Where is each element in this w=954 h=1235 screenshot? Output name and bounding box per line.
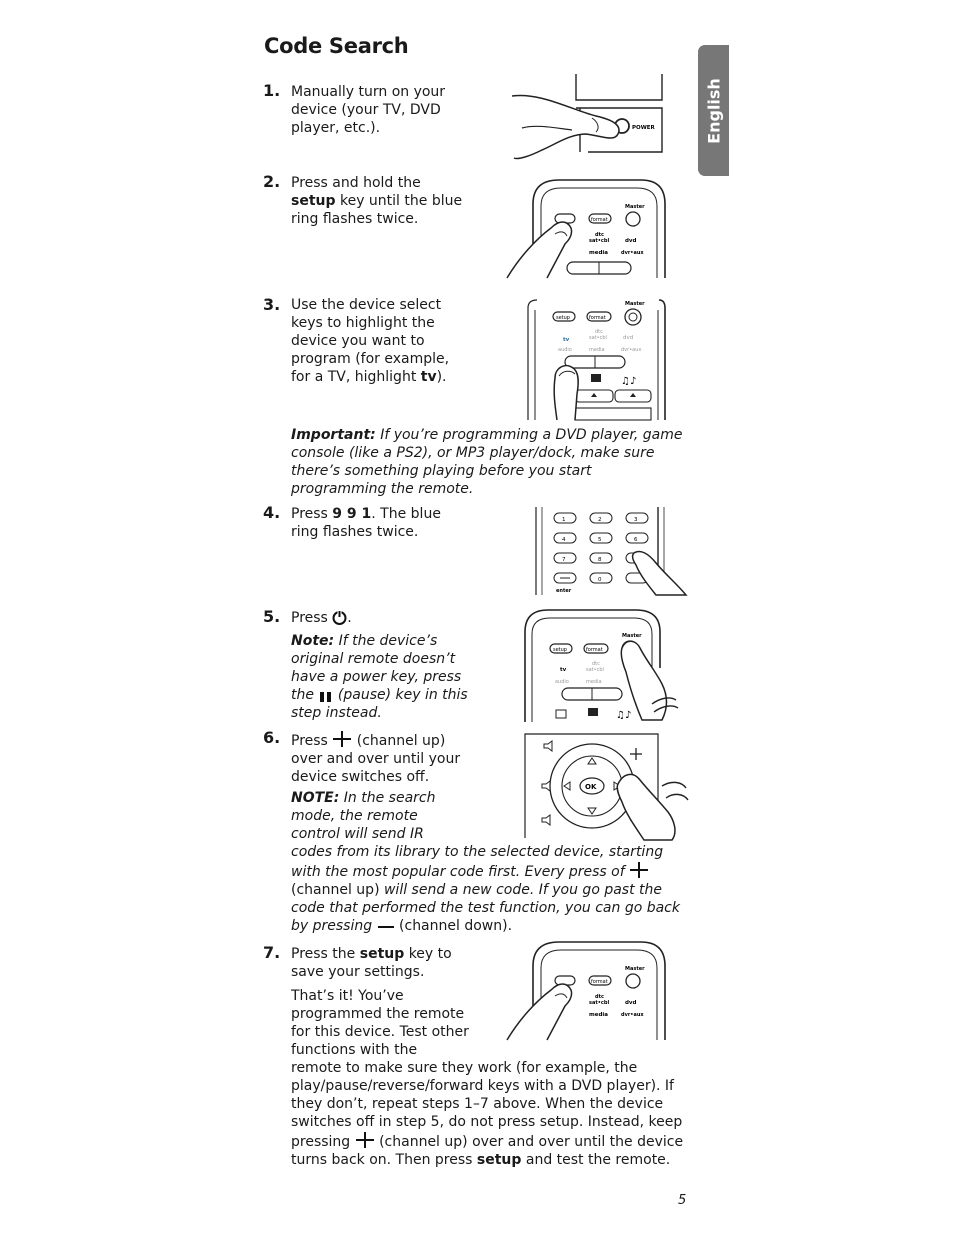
svg-text:8: 8 [598, 557, 602, 563]
svg-text:format: format [591, 217, 608, 223]
svg-text:Master: Master [622, 633, 642, 639]
page-title: Code Search [264, 34, 409, 58]
step-6-text: Press (channel up) over and over until your device switches off. [291, 730, 471, 786]
svg-text:4: 4 [562, 537, 566, 543]
svg-text:audio: audio [555, 679, 569, 685]
svg-text:dvd: dvd [625, 238, 637, 244]
step-6-number: 6. [263, 728, 281, 747]
svg-text:1: 1 [562, 517, 566, 523]
step-7-number: 7. [263, 943, 281, 962]
svg-text:dtc: dtc [592, 661, 600, 667]
svg-text:sat•cbl: sat•cbl [589, 335, 607, 341]
remote-keypad-illustration [532, 505, 692, 597]
svg-text:3: 3 [634, 517, 638, 523]
svg-text:dvd: dvd [623, 335, 634, 341]
svg-text:audio: audio [558, 347, 572, 353]
svg-text:enter: enter [556, 588, 572, 594]
svg-text:dtc: dtc [595, 232, 604, 238]
channel-up-icon-inline [629, 861, 649, 879]
power-icon [332, 610, 347, 625]
svg-text:media: media [586, 679, 602, 685]
svg-text:0: 0 [598, 577, 602, 583]
step-6-note-text: NOTE: In the search mode, the remote control will send IR codes from its library to the selected device, starting with the most popular code first. Every press of (channel up) will send a new code. If you go past the code that performed the test function, you can go back by pressing (channel down). [291, 790, 680, 934]
svg-text:sat•cbl: sat•cbl [586, 667, 604, 673]
step-3-number: 3. [263, 295, 281, 314]
svg-text:format: format [591, 979, 608, 985]
power-label: POWER [632, 125, 655, 131]
step-7-text: Press the setup key to save your settings. [291, 946, 452, 980]
svg-text:setup: setup [553, 647, 567, 653]
pause-icon [318, 690, 333, 702]
step-3-important-note: Important: If you’re programming a DVD player, game console (like a PS2), or MP3 player/dock, make sure there’s something playing before you start programming the remote. [291, 427, 683, 497]
step-5-number: 5. [263, 607, 281, 626]
svg-text:tv: tv [560, 667, 567, 673]
step-2-number: 2. [263, 172, 281, 191]
svg-text:dtc: dtc [595, 994, 604, 1000]
step-5-text: Press . [291, 610, 352, 626]
svg-text:Master: Master [625, 301, 645, 307]
svg-text:Master: Master [625, 966, 645, 972]
svg-text:sat•cbl: sat•cbl [589, 238, 610, 244]
svg-text:media: media [589, 347, 605, 353]
svg-text:media: media [589, 250, 608, 256]
svg-text:Master: Master [625, 204, 645, 210]
step-4-text: Press 9 9 1. The blue ring flashes twice. [291, 506, 441, 540]
step-7-conclusion: That’s it! You’ve programmed the remote for this device. Test other functions with the remote to make sure they work (for example, the play/pause/reverse/forward keys with a DVD player). If they don’t, repeat steps 1–7 above. When the device switches off in step 5, do not press setup. Instead, keep pressing (channel up) over and over until the device turns back on. Then press setup and test the remote. [291, 987, 691, 1169]
svg-text:♫♪: ♫♪ [616, 710, 632, 721]
svg-text:5: 5 [598, 537, 602, 543]
svg-text:media: media [589, 1012, 608, 1018]
channel-up-icon-conclusion [355, 1131, 375, 1149]
svg-text:sat•cbl: sat•cbl [589, 1000, 610, 1006]
step-2-text: Press and hold the setup key until the blue ring flashes twice. [291, 175, 463, 227]
svg-text:setup: setup [556, 315, 570, 321]
remote-tv-select-illustration [525, 298, 670, 422]
step-1-number: 1. [263, 81, 281, 100]
language-tab-label: English [704, 77, 723, 144]
svg-text:tv: tv [563, 337, 570, 343]
svg-text:6: 6 [634, 537, 638, 543]
step-7-float-spacer [469, 987, 691, 1059]
svg-text:dtc: dtc [595, 329, 603, 335]
tv-power-button-illustration [510, 72, 670, 164]
language-tab [698, 45, 729, 176]
svg-text:OK: OK [585, 783, 597, 791]
channel-up-icon [332, 730, 352, 748]
svg-text:♫♪: ♫♪ [621, 376, 637, 387]
step-3-text: Use the device select keys to highlight the device you want to program (for example, for a TV, highlight tv). [291, 297, 450, 385]
svg-text:dvr•aux: dvr•aux [621, 1012, 644, 1018]
channel-down-icon [377, 919, 395, 933]
svg-text:format: format [589, 315, 606, 321]
step-1-text: Manually turn on your device (your TV, DVD player, etc.). [291, 84, 446, 136]
svg-text:2: 2 [598, 517, 602, 523]
page-number: 5 [678, 1193, 687, 1208]
step-4-number: 4. [263, 503, 281, 522]
svg-text:dvd: dvd [625, 1000, 637, 1006]
svg-text:dvr•aux: dvr•aux [621, 347, 642, 353]
remote-setup-press-illustration [505, 178, 670, 280]
svg-text:dvr•aux: dvr•aux [621, 250, 644, 256]
step-5-note: Note: If the device’s original remote doesn’t have a power key, press the (pause) key in this step instead. [291, 633, 468, 721]
remote-power-press-illustration [522, 608, 682, 724]
svg-text:format: format [586, 647, 603, 653]
svg-text:7: 7 [562, 557, 566, 563]
